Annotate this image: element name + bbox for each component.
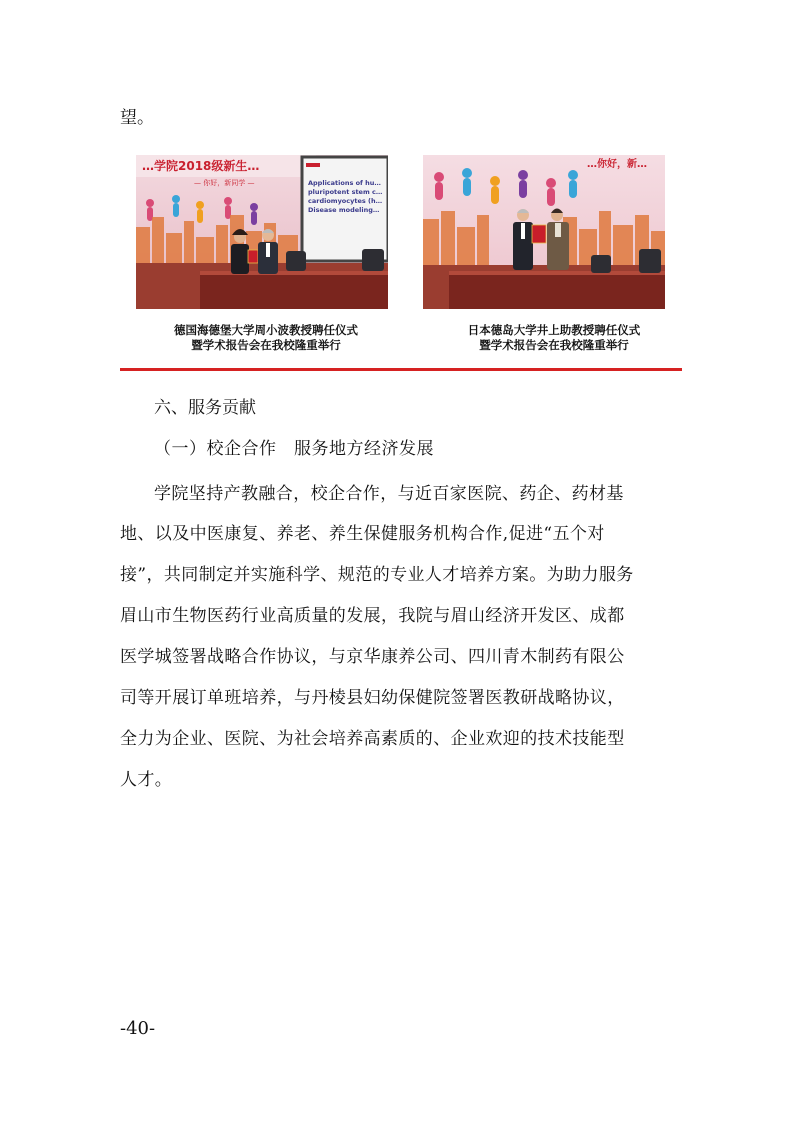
screen-line-2: pluripotent stem c… — [308, 188, 383, 196]
ceremony-photo-1-image — [136, 155, 388, 309]
banner-text: …学院2018级新生… — [142, 159, 260, 173]
screen-line-3: cardiomyocytes (h… — [308, 197, 383, 205]
photo-1-caption-line-1: 德国海德堡大学周小波教授聘任仪式 — [174, 323, 358, 337]
paragraph-line: 司等开展订单班培养，与丹棱县妇幼保健院签署医教研战略协议， — [120, 688, 625, 708]
red-divider — [120, 368, 682, 371]
subsection-heading: （一）校企合作 服务地方经济发展 — [154, 439, 434, 459]
paragraph-line: 医学城签署战略合作协议，与京华康养公司、四川青木制药有限公 — [120, 647, 625, 667]
section-heading: 六、服务贡献 — [154, 398, 256, 418]
photo-2-caption-line-2: 暨学术报告会在我校隆重举行 — [479, 338, 629, 352]
paragraph-line: 地、以及中医康复、养老、养生保健服务机构合作,促进“五个对 — [120, 524, 605, 544]
certificate — [532, 225, 546, 243]
banner-subtitle: — 你好，新同学 — — [194, 179, 255, 187]
photo-1-caption-line-2: 暨学术报告会在我校隆重举行 — [191, 338, 341, 352]
screen-line-1: Applications of hu… — [308, 179, 381, 187]
photo-2-caption — [424, 323, 684, 353]
paragraph-line: 学院坚持产教融合，校企合作，与近百家医院、药企、药材基 — [154, 484, 624, 504]
paragraph-line: 人才。 — [120, 770, 173, 790]
photo-2-caption-line-1: 日本德岛大学井上助教授聘任仪式 — [467, 323, 641, 337]
paragraph-line: 全力为企业、医院、为社会培养高素质的、企业欢迎的技术技能型 — [120, 729, 625, 749]
paragraph-line: 接”，共同制定并实施科学、规范的专业人才培养方案。为助力服务 — [120, 565, 634, 585]
screen-line-4: Disease modeling… — [308, 206, 380, 214]
page-number: -40- — [120, 1018, 156, 1039]
ceremony-photo-2-image — [423, 155, 665, 309]
continued-text: 望。 — [120, 108, 154, 128]
ceremony-photo-1 — [136, 155, 388, 309]
banner-text: …你好，新… — [587, 159, 647, 170]
photo-1-caption — [136, 323, 396, 353]
ceremony-photo-2 — [423, 155, 665, 309]
paragraph-line: 眉山市生物医药行业高质量的发展，我院与眉山经济开发区、成都 — [120, 606, 625, 626]
certificate — [248, 250, 258, 263]
